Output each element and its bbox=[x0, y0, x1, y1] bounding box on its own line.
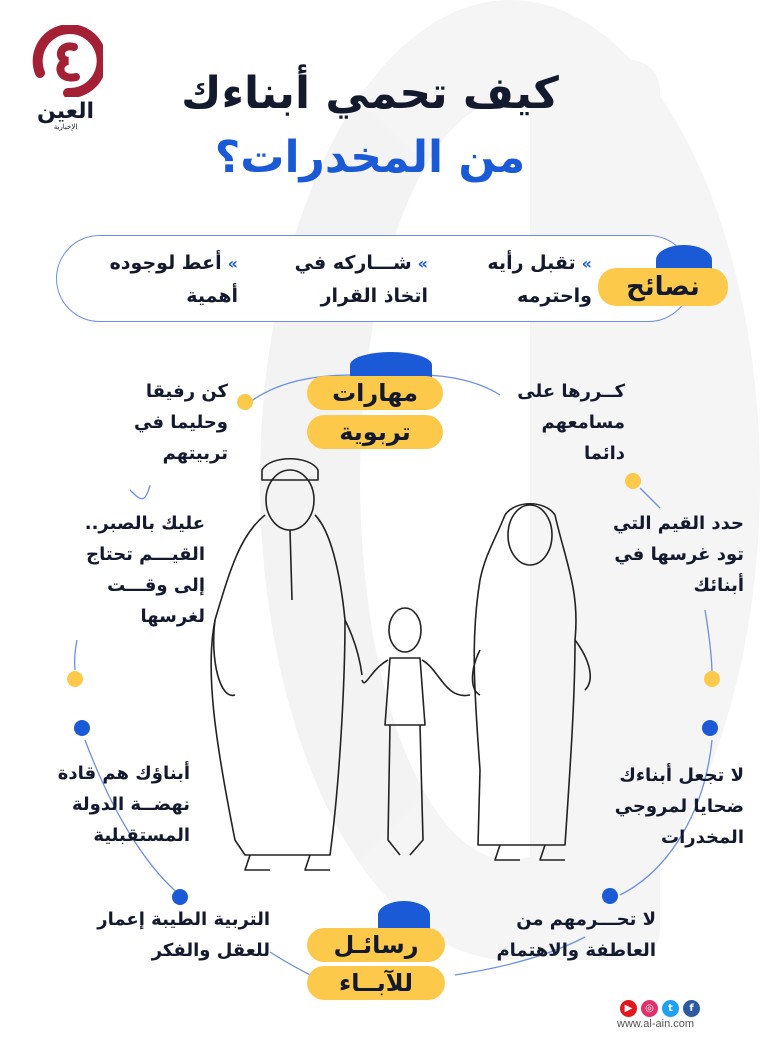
messages-semicircle bbox=[378, 901, 430, 929]
right-item bbox=[496, 904, 656, 966]
left-item bbox=[134, 376, 228, 469]
item-line: التربية الطيبة إعمار bbox=[97, 909, 270, 930]
item-line: وحليما في bbox=[134, 412, 228, 433]
tip-item bbox=[110, 247, 238, 312]
title-line1: كيف تحمي أبناءك bbox=[181, 68, 559, 119]
logo-name: العين bbox=[37, 99, 94, 124]
item-line: دائما bbox=[584, 443, 625, 464]
title-line2: من المخدرات؟ bbox=[214, 132, 526, 183]
messages-label-line1: رسائـل bbox=[307, 928, 445, 962]
tips-label: نصائح bbox=[598, 268, 728, 306]
tip-item bbox=[487, 247, 592, 312]
item-line: لا تحـــرمهم من bbox=[516, 909, 656, 930]
tip-line: أهمية bbox=[186, 285, 238, 307]
item-line: نهضــة الدولة bbox=[71, 794, 190, 815]
website-url[interactable]: www.al-ain.com bbox=[617, 1018, 695, 1030]
right-item bbox=[613, 508, 744, 601]
right-item bbox=[517, 376, 625, 469]
logo bbox=[28, 25, 103, 130]
yellow-dot bbox=[237, 394, 253, 410]
social-icons bbox=[620, 1000, 700, 1017]
tip-item bbox=[295, 247, 428, 312]
item-line: القيـــم تحتاج bbox=[86, 544, 205, 565]
tip-line: أعط لوجوده bbox=[109, 252, 222, 274]
item-line: مسامعهم bbox=[541, 412, 625, 433]
yellow-dot bbox=[67, 671, 83, 687]
tip-line: واحترمه bbox=[517, 285, 592, 307]
skills-label-line2: تربوية bbox=[307, 415, 443, 449]
messages-label-line2: للآبــاء bbox=[307, 966, 445, 1000]
yellow-dot bbox=[625, 473, 641, 489]
blue-dot bbox=[702, 720, 718, 736]
logo-subtitle: الإخبارية bbox=[53, 123, 78, 131]
item-line: للعقل والفكر bbox=[151, 940, 270, 961]
item-line: العاطفة والاهتمام bbox=[496, 940, 656, 961]
item-line: إلى وقـــت bbox=[107, 575, 205, 596]
yellow-dot bbox=[704, 671, 720, 687]
blue-dot bbox=[74, 720, 90, 736]
chevron-icon: » bbox=[417, 254, 428, 273]
facebook-icon[interactable]: f bbox=[683, 1000, 700, 1017]
chevron-icon: » bbox=[581, 254, 592, 273]
left-item bbox=[85, 508, 205, 632]
twitter-icon[interactable]: t bbox=[662, 1000, 679, 1017]
logo-mark-icon bbox=[28, 25, 103, 97]
item-line: المخدرات bbox=[661, 827, 744, 848]
item-line: كن رفيقا bbox=[145, 381, 228, 402]
tip-line: شـــاركه في bbox=[294, 252, 412, 274]
right-item bbox=[615, 760, 744, 853]
skills-semicircle bbox=[350, 352, 432, 378]
tip-line: اتخاذ القرار bbox=[320, 285, 428, 307]
youtube-icon[interactable]: ▶ bbox=[620, 1000, 637, 1017]
blue-dot bbox=[172, 889, 188, 905]
blue-dot bbox=[602, 888, 618, 904]
instagram-icon[interactable]: ◎ bbox=[641, 1000, 658, 1017]
chevron-icon: » bbox=[227, 254, 238, 273]
item-line: عليك بالصبر.. bbox=[84, 513, 205, 534]
skills-label-line1: مهارات bbox=[307, 376, 443, 410]
item-line: أبناؤك هم قادة bbox=[57, 763, 190, 784]
left-item bbox=[58, 758, 190, 851]
item-line: تود غرسها في bbox=[614, 544, 744, 565]
item-line: أبنائك bbox=[693, 575, 744, 596]
item-line: المستقبلية bbox=[93, 825, 190, 846]
item-line: تربيتهم bbox=[162, 443, 228, 464]
item-line: كــررها على bbox=[517, 381, 625, 402]
item-line: حدد القيم التي bbox=[613, 513, 744, 534]
item-line: لغرسها bbox=[140, 606, 205, 627]
left-item bbox=[97, 904, 270, 966]
item-line: لا تجعل أبناءك bbox=[619, 765, 744, 786]
tip-line: تقبل رأيه bbox=[487, 252, 576, 274]
item-line: ضحايا لمروجي bbox=[614, 796, 744, 817]
